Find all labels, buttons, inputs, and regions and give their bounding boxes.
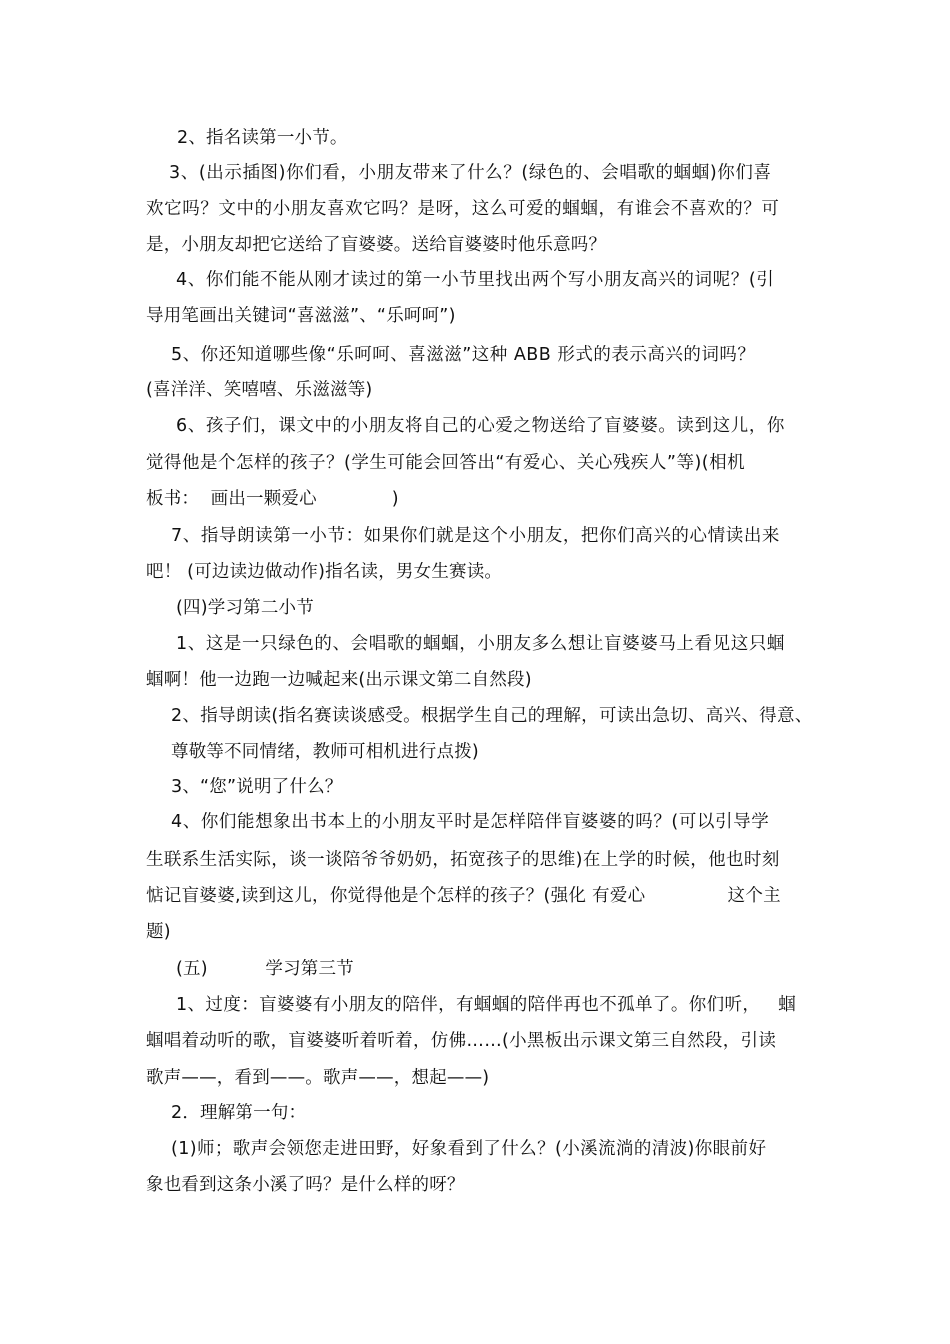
text-line: 是，小朋友却把它送给了盲婆婆。送给盲婆婆时他乐意吗？ [146, 235, 607, 255]
text-line: 4、你们能不能从刚才读过的第一小节里找出两个写小朋友高兴的词呢？(引 [176, 270, 775, 290]
text-line: 6、孩子们，课文中的小朋友将自己的心爱之物送给了盲婆婆。读到这儿，你 [176, 416, 786, 436]
text-line: 2、指导朗读(指名赛读谈感受。根据学生自己的理解，可读出急切、高兴、得意、 [171, 706, 813, 726]
text-line: 象也看到这条小溪了吗？是什么样的呀？ [146, 1175, 465, 1195]
text-line: 题) [146, 922, 171, 942]
text-line: 2、指名读第一小节。 [177, 128, 348, 148]
text-line: 惦记盲婆婆,读到这儿，你觉得他是个怎样的孩子？(强化 有爱心 这个主 [146, 886, 781, 906]
text-line: 尊敬等不同情绪，教师可相机进行点拨) [171, 742, 479, 762]
text-line: 欢它吗？文中的小朋友喜欢它吗？是呀，这么可爱的蝈蝈，有谁会不喜欢的？可 [146, 199, 780, 219]
text-line: 歌声——，看到——。歌声——，想起——) [146, 1068, 490, 1088]
text-line: 导用笔画出关键词“喜滋滋”、“乐呵呵”) [146, 306, 456, 326]
section-heading: (五) 学习第三节 [176, 959, 354, 979]
text-line: 2．理解第一句： [171, 1103, 307, 1123]
text-line: 蝈唱着动听的歌，盲婆婆听着听着，仿佛……(小黑板出示课文第三自然段，引读 [146, 1031, 777, 1051]
text-line: 5、你还知道哪些像“乐呵呵、喜滋滋”这种 ABB 形式的表示高兴的词吗？ [171, 345, 756, 365]
section-heading: (四)学习第二小节 [176, 598, 314, 618]
text-line: (喜洋洋、笑嘻嘻、乐滋滋等) [146, 380, 373, 400]
text-line: 吧！ (可边读边做动作)指名读，男女生赛读。 [146, 562, 503, 582]
text-line: (1)师；歌声会领您走进田野，好象看到了什么？(小溪流淌的清波)你眼前好 [171, 1139, 767, 1159]
text-line: 觉得他是个怎样的孩子？(学生可能会回答出“有爱心、关心残疾人”等)(相机 [146, 453, 746, 473]
text-line: 4、你们能想象出书本上的小朋友平时是怎样陪伴盲婆婆的吗？(可以引导学 [171, 812, 770, 832]
text-line: 蝈啊！他一边跑一边喊起来(出示课文第二自然段) [146, 670, 532, 690]
text-line: 3、(出示插图)你们看，小朋友带来了什么？(绿色的、会唱歌的蝈蝈)你们喜 [169, 163, 772, 183]
text-line: 3、“您”说明了什么？ [171, 777, 343, 797]
text-line: 7、指导朗读第一小节：如果你们就是这个小朋友，把你们高兴的心情读出来 [171, 526, 781, 546]
text-line: 板书： 画出一颗爱心 ) [146, 489, 399, 509]
text-line: 生联系生活实际，谈一谈陪爷爷奶奶，拓宽孩子的思维)在上学的时候，他也时刻 [146, 850, 780, 870]
text-line: 1、这是一只绿色的、会唱歌的蝈蝈，小朋友多么想让盲婆婆马上看见这只蝈 [176, 634, 786, 654]
text-line: 1、过度：盲婆婆有小朋友的陪伴，有蝈蝈的陪伴再也不孤单了。你们听， 蝈 [176, 995, 797, 1015]
